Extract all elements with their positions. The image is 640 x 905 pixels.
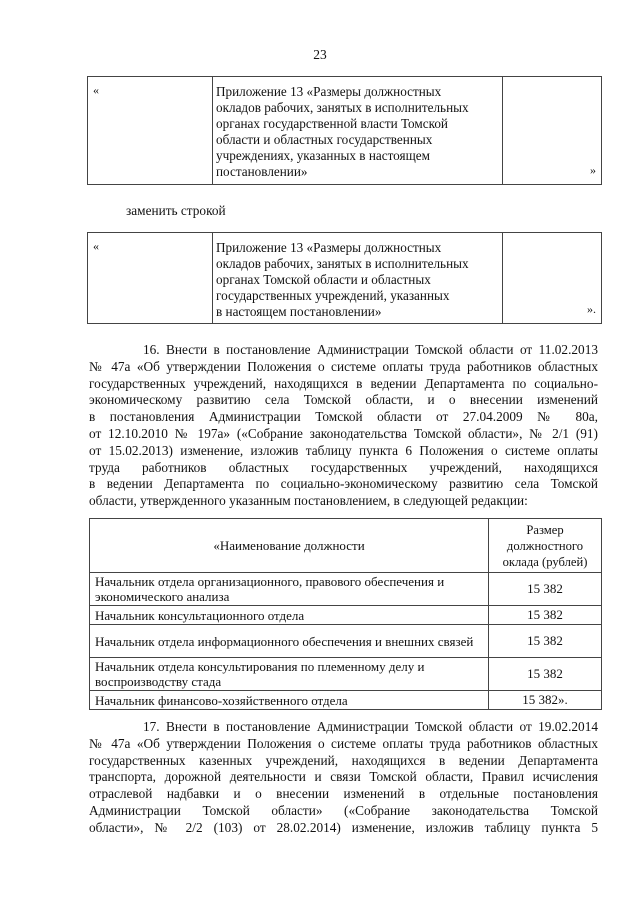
salary-value: 15 382». [489, 691, 602, 710]
paragraph-line: труда работников областных государственных учреждений, находящихся [89, 459, 598, 475]
paragraph-17 [89, 719, 598, 837]
table-row [90, 625, 602, 658]
new-row-col1 [88, 233, 213, 323]
text-line: органах государственной власти Томской [216, 116, 448, 131]
position-name: Начальник отдела информационного обеспечения и внешних связей [90, 625, 489, 658]
paragraph-line: государственных учреждений, находящихся в ведении Департамента по социально- [89, 375, 598, 391]
paragraph-line: транспорта, дорожной деятельности и связи Томской области, Правил исчисления [89, 769, 598, 785]
paragraph-line: Администрации Томской области» («Собрание законодательства Томской [89, 802, 598, 818]
text-line: органах Томской области и областных [216, 272, 431, 287]
old-row-col3 [502, 77, 601, 184]
paragraph-line: государственных казенных учреждений, находящихся в ведении Департамента [89, 752, 598, 768]
old-row-col1 [88, 77, 213, 184]
new-row-quote-open: « [93, 239, 99, 253]
paragraph-line: 17. Внести в постановление Администрации Томской области от 19.02.2014 [143, 719, 598, 734]
new-row-quote-close: ». [587, 302, 596, 316]
text-line: в настоящем постановлении» [216, 304, 382, 319]
old-row-quote-close: » [590, 163, 596, 177]
paragraph-line: области, утвержденного указанным постановлением, в следующей редакции: [89, 493, 528, 509]
table-row [90, 691, 602, 710]
salary-value: 15 382 [489, 625, 602, 658]
paragraph-line: в постановления Администрации Томской области от 27.04.2009 № 80а, [89, 409, 598, 425]
paragraph-line: № 47а «Об утверждении Положения о системе оплаты труда работников областных [89, 358, 598, 374]
old-row-col2 [212, 77, 503, 184]
text-line: окладов рабочих, занятых в исполнительных [216, 256, 469, 271]
paragraph-line: № 47а «Об утверждении Положения о системе оплаты труда работников областных [89, 735, 598, 751]
paragraph-line: области», № 2/2 (103) от 28.02.2014) изменение, изложив таблицу пункта 5 [89, 819, 598, 835]
new-row-text [216, 240, 496, 320]
position-name: Начальник консультационного отдела [90, 606, 489, 625]
old-row-table [87, 76, 602, 185]
header-position-name: «Наименование должности [90, 519, 489, 573]
replace-instruction: заменить строкой [126, 203, 226, 218]
paragraph-line: в ведении Департамента по социально-экономическому развитию села Томской [89, 476, 598, 492]
paragraph-line: 16. Внести в постановление Администрации Томской области от 11.02.2013 [143, 342, 598, 357]
new-row-col3 [502, 233, 601, 323]
text-line: Приложение 13 «Размеры должностных [216, 240, 442, 255]
text-line: государственных учреждений, указанных [216, 288, 450, 303]
old-row-quote-open: « [93, 83, 99, 97]
new-row-table [87, 232, 602, 324]
salary-value: 15 382 [489, 573, 602, 606]
old-row-text [216, 84, 496, 180]
paragraph-16 [89, 342, 598, 510]
text-line: области и областных государственных [216, 132, 433, 147]
salary-value: 15 382 [489, 658, 602, 691]
table-row [90, 606, 602, 625]
position-name: Начальник финансово-хозяйственного отдела [90, 691, 489, 710]
text-line: постановлении» [216, 164, 308, 179]
paragraph-line: отраслевой надбавки и о внесении изменений в отдельные постановления [89, 786, 598, 802]
page-number: 23 [313, 47, 327, 62]
salary-value: 15 382 [489, 606, 602, 625]
header-salary: Размер должностного оклада (рублей) [489, 519, 602, 573]
paragraph-line: от 15.02.2013) изменение, изложив таблицу пункта 6 Положения о системе оплаты [89, 442, 598, 458]
paragraph-line: экономическому развитию села Томской области, и о внесении изменений [89, 392, 598, 408]
position-name: Начальник отдела организационного, правового обеспечения и экономического анализа [90, 573, 489, 606]
new-row-col2 [212, 233, 503, 323]
salary-table [89, 518, 602, 710]
position-name: Начальник отдела консультирования по племенному делу и воспроизводству стада [90, 658, 489, 691]
text-line: Приложение 13 «Размеры должностных [216, 84, 442, 99]
text-line: окладов рабочих, занятых в исполнительных [216, 100, 469, 115]
table-row [90, 573, 602, 606]
paragraph-line: от 12.10.2010 № 197а» («Собрание законодательства Томской области», № 2/1 (91) [89, 425, 598, 441]
text-line: учреждениях, указанных в настоящем [216, 148, 430, 163]
table-header-row [90, 519, 602, 573]
table-row [90, 658, 602, 691]
